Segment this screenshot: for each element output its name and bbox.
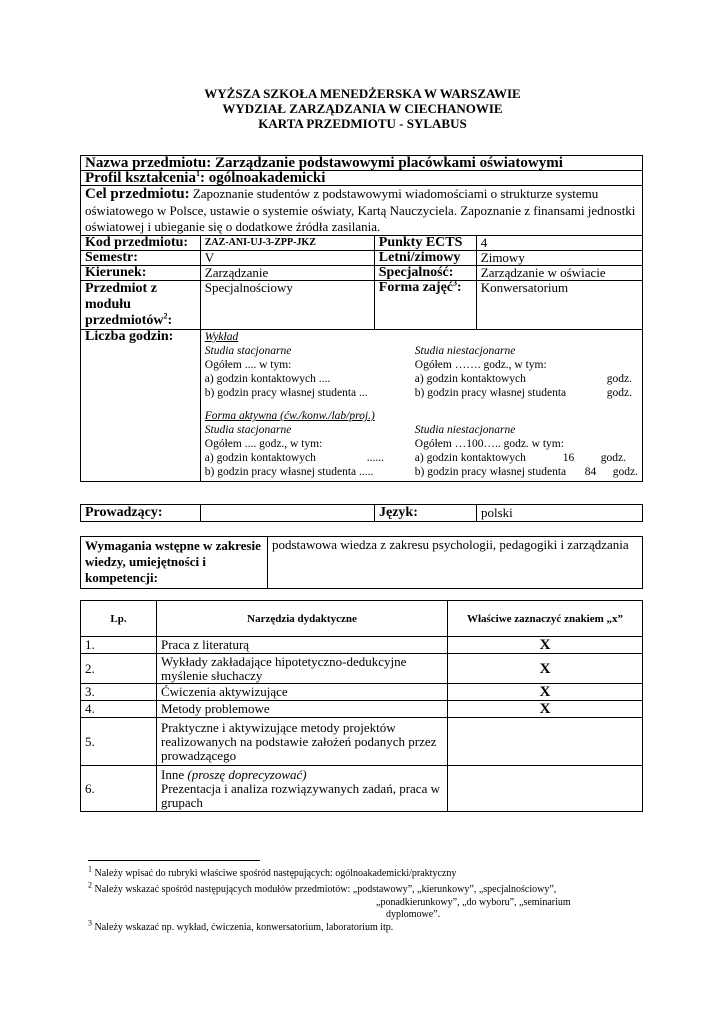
lecturer-value (201, 505, 375, 522)
module-colon: : (167, 313, 173, 328)
table-row (81, 684, 643, 701)
table-row (81, 766, 643, 812)
footnote-2-end: dyplomowe”. (386, 909, 441, 920)
hours-cell (200, 330, 642, 482)
active-self-st: b) godzin pracy własnej studenta ..... (204, 466, 374, 478)
footnote-number: 3 (88, 918, 92, 928)
active-form-title: Forma aktywna (ćw./konw./lab/proj.) (204, 410, 375, 422)
tools-table (80, 600, 643, 812)
lecture-stationary: Studia stacjonarne (204, 345, 292, 357)
row-mark: X (448, 684, 643, 701)
requirements-table (80, 536, 643, 589)
table-row (81, 718, 643, 766)
specialty-label: Specjalność: (374, 266, 476, 281)
lecture-title: Wykład (204, 331, 239, 343)
semester-value: V (200, 251, 374, 266)
form-label-cell (374, 278, 476, 330)
other-text: Prezentacja i analiza rozwiązywanych zadań, praca w grupach (161, 780, 440, 810)
code-label: Kod przedmiotu: (81, 236, 201, 251)
row-lp: 5. (81, 718, 157, 766)
row-mark: X (448, 637, 643, 654)
active-contact-hours: 16 (562, 452, 575, 464)
subject-table (80, 155, 643, 482)
active-self-hours: 84 (584, 466, 597, 478)
row-lp: 1. (81, 637, 157, 654)
lecture-self-unit: godz. (606, 387, 632, 399)
col-tools: Narzędzia dydaktyczne (157, 601, 448, 637)
lecture-self-st: b) godzin pracy własnej studenta ... (204, 387, 368, 399)
hours-label: Liczba godzin: (81, 330, 201, 482)
other-hint: (proszę doprecyzować) (187, 766, 307, 782)
footnote-2-cont: „ponadkierunkowy”, „do wyboru”, „seminarium (376, 897, 571, 908)
school-name: WYŻSZA SZKOŁA MENEDŻERSKA W WARSZAWIE (204, 86, 521, 101)
row-mark (448, 766, 643, 812)
active-self-unit: godz. (612, 466, 638, 478)
active-self-nst: b) godzin pracy własnej studenta (414, 466, 567, 478)
profile-footnote-ref: 1 (195, 169, 200, 178)
active-contact-unit: godz. (600, 452, 626, 464)
subject-name-label: Nazwa przedmiotu: (85, 155, 212, 171)
row-mark: X (448, 701, 643, 718)
active-total-st: Ogółem .... godz., w tym: (204, 438, 323, 450)
lecturer-label: Prowadzący: (81, 505, 201, 522)
active-contact-st: a) godzin kontaktowych (204, 452, 316, 464)
subject-name-cell (81, 156, 643, 171)
form-label: Forma zajęć (378, 280, 453, 295)
row-tool: Metody problemowe (157, 701, 448, 718)
footnote-3 (88, 918, 394, 934)
lecture-self-nst: b) godzin pracy własnej studenta (414, 387, 567, 399)
module-label: Przedmiot z modułu przedmiotów (85, 281, 164, 328)
row-lp: 6. (81, 766, 157, 812)
profile-label: Profil kształcenia (85, 170, 196, 186)
requirements-value: podstawowa wiedza z zakresu psychologii, pedagogiki i zarządzania (268, 537, 643, 589)
active-nonstationary: Studia niestacjonarne (414, 424, 516, 436)
form-colon: : (457, 280, 462, 295)
lecture-contact-nst: a) godzin kontaktowych (414, 373, 526, 385)
active-stationary: Studia stacjonarne (204, 424, 292, 436)
semester-label: Semestr: (81, 251, 201, 266)
table-row (81, 654, 643, 684)
table-row (81, 701, 643, 718)
lecturer-table (80, 504, 643, 522)
row-mark (448, 718, 643, 766)
form-footnote-ref: 3 (453, 278, 457, 288)
row-tool: Praktyczne i aktywizujące metody projektów realizowanych na podstawie założeń podanych przez prowadzącego (157, 718, 448, 766)
row-lp: 2. (81, 654, 157, 684)
faculty-name: WYDZIAŁ ZARZĄDZANIA W CIECHANOWIE (222, 101, 503, 116)
specialty-value: Zarządzanie w oświacie (476, 266, 642, 281)
row-tool: Praca z literaturą (157, 637, 448, 654)
row-mark: X (448, 654, 643, 684)
document-title: KARTA PRZEDMIOTU - SYLABUS (258, 116, 467, 131)
direction-value: Zarządzanie (200, 266, 374, 281)
language-value: polski (477, 505, 643, 522)
other-label: Inne (proszę doprecyzować) (161, 766, 307, 782)
footnote-number: 2 (88, 880, 92, 890)
module-label-cell (81, 281, 201, 330)
language-label: Język: (375, 505, 477, 522)
goal-cell (81, 186, 643, 236)
profile-value: : ogólnoakademicki (199, 170, 326, 186)
document-header (0, 86, 725, 131)
row-lp: 4. (81, 701, 157, 718)
lecture-total-st: Ogółem .... w tym: (204, 359, 292, 371)
module-value: Specjalnościowy (200, 281, 374, 330)
lecture-contact-unit: godz. (606, 373, 632, 385)
goal-label: Cel przedmiotu: (85, 186, 190, 202)
footnote-text: Należy wskazać np. wykład, ćwiczenia, konwersatorium, laboratorium itp. (94, 922, 394, 933)
footnote-divider (88, 860, 260, 861)
season-value: Zimowy (476, 251, 642, 266)
footnote-text: Należy wpisać do rubryki właściwe spośród następujących: ogólnoakademicki/praktyczny (94, 868, 457, 879)
direction-label: Kierunek: (81, 266, 201, 281)
col-lp: Lp. (81, 601, 157, 637)
row-tool: Wykłady zakładające hipotetyczno-dedukcyjne myślenie słuchaczy (157, 654, 448, 684)
ects-value: 4 (476, 236, 642, 251)
footnote-number: 1 (88, 864, 92, 874)
footnote-2 (88, 880, 557, 896)
lecture-nonstationary: Studia niestacjonarne (414, 345, 516, 357)
form-value: Konwersatorium (476, 281, 642, 330)
row-tool (157, 766, 448, 812)
footnote-1 (88, 864, 457, 880)
col-mark: Właściwe zaznaczyć znakiem „x” (448, 601, 643, 637)
footnote-text: Należy wskazać spośród następujących modułów przedmiotów: „podstawowy”, „kierunkowy”, „specjalnościowy”, (94, 884, 557, 895)
active-contact-dots: ...... (366, 452, 385, 464)
goal-value: Zapoznanie studentów z podstawowymi wiadomościami o strukturze systemu oświatowego w Polsce, ustawie o systemie oświaty, Kartą Nauczyciela. Zapoznanie z finansami jednostki oświatowej i ubieganie się o dodatkowe źródła zasilania. (85, 186, 636, 234)
active-contact-nst: a) godzin kontaktowych (414, 452, 526, 464)
lecture-total-nst: Ogółem ……. godz., w tym: (414, 359, 547, 371)
module-footnote-ref: 2 (163, 311, 168, 321)
requirements-label: Wymagania wstępne w zakresie wiedzy, umiejętności i kompetencji: (81, 537, 268, 589)
code-value: ZAZ-ANI-UJ-3-ZPP-JKZ (200, 236, 374, 251)
subject-name-value: Zarządzanie podstawowymi placówkami oświatowymi (214, 155, 563, 171)
row-lp: 3. (81, 684, 157, 701)
season-label: Letni/zimowy (374, 251, 476, 266)
lecture-contact-st: a) godzin kontaktowych .... (204, 373, 331, 385)
row-tool: Ćwiczenia aktywizujące (157, 684, 448, 701)
active-total-nst: Ogółem …100….. godz. w tym: (414, 438, 564, 450)
profile-cell (81, 171, 643, 186)
table-row (81, 637, 643, 654)
ects-label: Punkty ECTS (374, 236, 476, 251)
